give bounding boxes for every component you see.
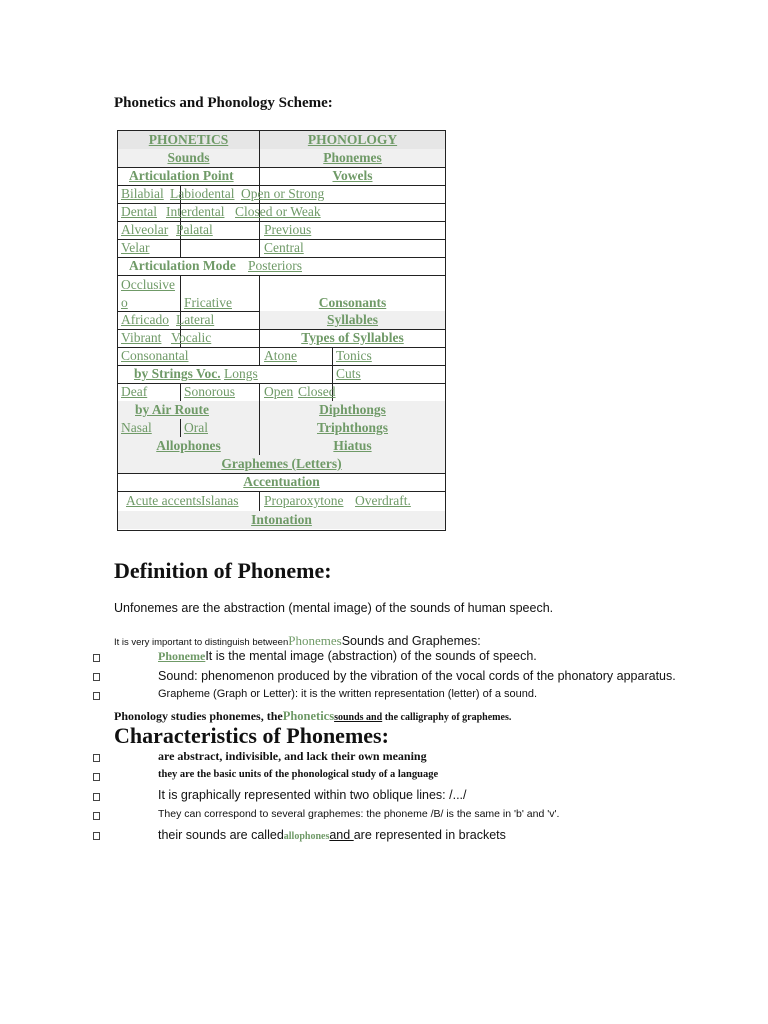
intonation-cell[interactable]: Intonation <box>251 512 312 527</box>
scheme-table <box>117 130 446 531</box>
phonetics-header[interactable]: PHONETICS <box>148 132 229 147</box>
bullet-phoneme <box>158 649 537 664</box>
articulation-mode-cell: Articulation Mode <box>129 258 236 273</box>
bullet-icon <box>93 793 100 801</box>
allophones-prefix: their sounds are called <box>158 828 284 842</box>
open-strong-cell[interactable]: Open or Strong <box>241 186 325 201</box>
cuts-cell[interactable]: Cuts <box>336 366 361 381</box>
interdental-cell[interactable]: Interdental <box>166 204 225 219</box>
phonemes-link[interactable]: Phonemes <box>288 633 342 648</box>
table-row <box>118 167 445 186</box>
bullet-icon <box>93 673 100 681</box>
allophones-cell[interactable]: Allophones <box>156 438 221 453</box>
bullet-icon <box>93 654 100 662</box>
oral-cell[interactable]: Oral <box>184 420 208 435</box>
table-row <box>118 131 445 150</box>
africado-cell[interactable]: Africado <box>121 312 169 327</box>
sounds-and-text: sounds and <box>334 712 383 723</box>
by-strings-voc-cell[interactable]: by Strings Voc. <box>134 366 221 381</box>
table-row <box>118 401 445 420</box>
fricative-cell[interactable]: Fricative <box>184 295 232 310</box>
longs-cell[interactable]: Longs <box>224 366 258 381</box>
sonorous-cell[interactable]: Sonorous <box>184 384 236 399</box>
lateral-cell[interactable]: Lateral <box>176 312 215 327</box>
closed-cell[interactable]: Closed <box>298 384 336 399</box>
scheme-title: Phonetics and Phonology Scheme: <box>114 95 333 111</box>
phonology-line <box>114 709 511 724</box>
vocalic-cell[interactable]: Vocalic <box>171 330 212 345</box>
open-cell[interactable]: Open <box>264 384 294 399</box>
table-row <box>118 203 445 222</box>
table-row <box>118 347 445 366</box>
consonants-cell[interactable]: Consonants <box>318 295 387 310</box>
syllables-cell[interactable]: Syllables <box>260 311 445 329</box>
allophones-and: and <box>329 828 354 842</box>
bullet-grapheme: Grapheme (Graph or Letter): it is the written representation (letter) of a sound. <box>158 688 538 700</box>
hiatus-cell[interactable]: Hiatus <box>333 438 372 453</box>
bullet-sound: Sound: phenomenon produced by the vibration of the vocal cords of the phonatory apparatus. <box>158 669 676 683</box>
distinguish-suffix: Sounds and Graphemes: <box>341 634 481 648</box>
table-row <box>118 365 445 384</box>
table-row <box>118 383 445 402</box>
labiodental-cell[interactable]: Labiodental <box>170 186 235 201</box>
occlusive-cell[interactable]: Occlusive <box>121 277 175 292</box>
tonics-cell[interactable]: Tonics <box>336 348 372 363</box>
bullet-icon <box>93 692 100 700</box>
acute-accents-cell[interactable]: Acute accents <box>126 493 202 508</box>
accentuation-cell[interactable]: Accentuation <box>243 474 320 489</box>
bullet-icon <box>93 773 100 781</box>
dental-cell[interactable]: Dental <box>121 204 157 219</box>
char-bullet-4: They can correspond to several graphemes: the phoneme /B/ is the same in 'b' and 'v'. <box>158 808 560 820</box>
table-row <box>118 185 445 204</box>
consonantal-cell[interactable]: Consonantal <box>121 348 189 363</box>
bullet-icon <box>93 754 100 762</box>
table-row <box>118 239 445 258</box>
bullet-icon <box>93 832 100 840</box>
graphemes-cell[interactable]: Graphemes (Letters) <box>221 456 342 471</box>
table-row <box>118 149 445 168</box>
phonology-header[interactable]: PHONOLOGY <box>307 132 398 147</box>
closed-weak-cell[interactable]: Closed or Weak <box>235 204 321 219</box>
char-bullet-1: are abstract, indivisible, and lack their own meaning <box>158 749 427 763</box>
triphthongs-cell[interactable]: Triphthongs <box>316 420 389 435</box>
posteriors-cell[interactable]: Posteriors <box>248 258 302 273</box>
phonology-prefix: Phonology studies phonemes, the <box>114 709 283 723</box>
previous-cell[interactable]: Previous <box>264 222 312 237</box>
vowels-cell[interactable]: Vowels <box>332 168 373 183</box>
characteristics-heading: Characteristics of Phonemes: <box>114 723 389 748</box>
table-row <box>118 491 445 512</box>
table-row <box>118 473 445 492</box>
table-row <box>118 275 445 312</box>
table-row <box>118 511 445 529</box>
bullet-icon <box>93 812 100 820</box>
table-row <box>118 221 445 240</box>
islanas-cell[interactable]: Islanas <box>201 493 239 508</box>
nasal-cell[interactable]: Nasal <box>121 420 152 435</box>
vibrant-cell[interactable]: Vibrant <box>121 330 162 345</box>
distinguish-prefix: It is very important to distinguish between <box>114 637 289 648</box>
deaf-cell[interactable]: Deaf <box>121 384 148 399</box>
phonetics-link[interactable]: Phonetics <box>282 709 335 723</box>
diphthongs-cell[interactable]: Diphthongs <box>319 402 386 417</box>
palatal-cell[interactable]: Palatal <box>176 222 213 237</box>
phonemes-cell[interactable]: Phonemes <box>323 150 382 165</box>
phoneme-link[interactable]: Phoneme <box>158 649 206 663</box>
bullet-text: It is the mental image (abstraction) of the sounds of speech. <box>205 649 537 663</box>
articulation-point-cell[interactable]: Articulation Point <box>129 168 234 183</box>
char-bullet-3: It is graphically represented within two oblique lines: /.../ <box>158 788 467 802</box>
table-row <box>118 455 445 474</box>
table-row <box>118 311 445 330</box>
definition-paragraph: Unfonemes are the abstraction (mental image) of the sounds of human speech. <box>114 601 554 615</box>
sounds-cell[interactable]: Sounds <box>167 150 210 165</box>
types-of-syllables-cell[interactable]: Types of Syllables <box>301 330 404 345</box>
allophones-link[interactable]: allophones <box>283 831 330 842</box>
occlusive-cell-o[interactable]: o <box>121 295 128 310</box>
alveolar-cell[interactable]: Alveolar <box>121 222 169 237</box>
char-bullet-2: they are the basic units of the phonological study of a language <box>158 769 439 780</box>
velar-cell[interactable]: Velar <box>121 240 150 255</box>
atone-cell[interactable]: Atone <box>264 348 297 363</box>
table-row <box>118 437 445 456</box>
central-cell[interactable]: Central <box>264 240 304 255</box>
char-bullet-5 <box>158 828 506 842</box>
definition-heading: Definition of Phoneme: <box>114 558 332 583</box>
distinguish-line <box>114 633 481 649</box>
table-row <box>118 419 445 438</box>
by-air-route-cell[interactable]: by Air Route <box>135 402 210 417</box>
allophones-suffix: are represented in brackets <box>353 828 506 842</box>
bilabial-cell[interactable]: Bilabial <box>121 186 164 201</box>
overdraft-cell[interactable]: Overdraft. <box>355 493 411 508</box>
table-row <box>118 257 445 276</box>
proparoxytone-cell[interactable]: Proparoxytone <box>264 493 344 508</box>
table-row <box>118 329 445 348</box>
phonology-suffix: the calligraphy of graphemes. <box>382 712 512 723</box>
